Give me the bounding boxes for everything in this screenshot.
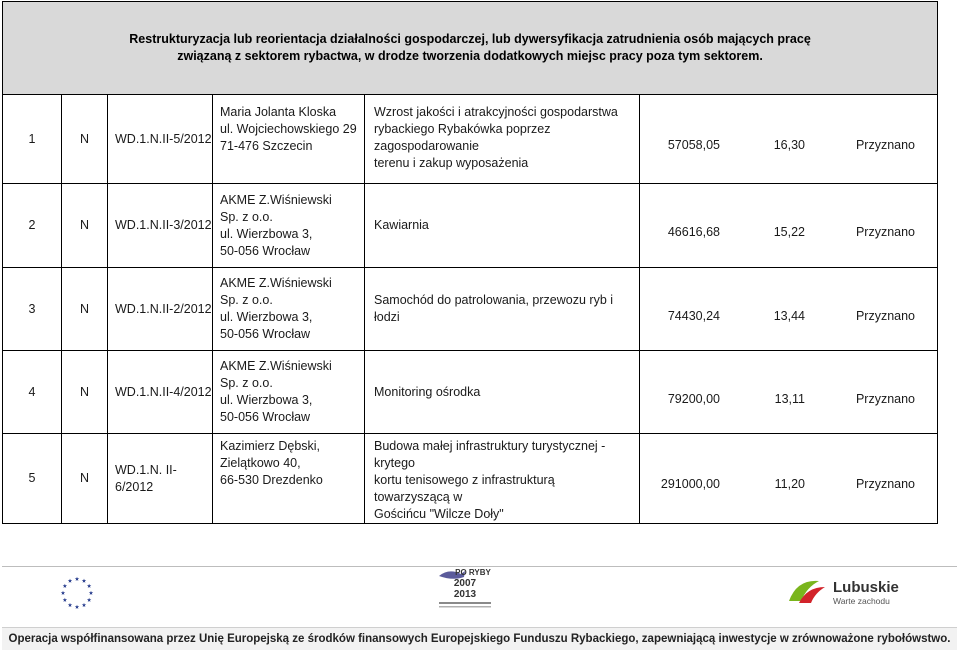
beneficiary-line: ul. Wojciechowskiego 29	[220, 122, 357, 136]
row-values	[640, 184, 938, 268]
beneficiary-line: Sp. z o.o.	[220, 209, 273, 224]
title-line: Monitoring ośrodka	[374, 384, 481, 399]
row-beneficiary	[213, 184, 365, 268]
row-type: N	[62, 351, 108, 434]
row-percent: 11,20	[774, 477, 805, 491]
beneficiary-line: ul. Wierzbowa 3,	[220, 226, 313, 241]
row-reference: WD.1.N.II-3/2012	[108, 184, 213, 268]
lubuskie-subtitle: Warte zachodu	[833, 596, 890, 606]
po-ryby-logo	[435, 568, 495, 610]
beneficiary-line: Kazimierz Dębski,	[220, 439, 321, 453]
title-line: Samochód do patrolowania, przewozu ryb i łodzi	[374, 293, 614, 324]
beneficiary-line: 66-530 Drezdenko	[220, 473, 323, 487]
title-line: Gościńcu "Wilcze Doły"	[374, 507, 504, 521]
header-line-2: związaną z sektorem rybactwa, w drodze tworzenia dodatkowych miejsc pracy poza tym sektorem.	[177, 49, 763, 63]
beneficiary-line: ul. Wierzbowa 3,	[220, 393, 313, 407]
lubuskie-logo	[785, 575, 905, 609]
row-values	[640, 434, 938, 524]
row-reference: WD.1.N.II-2/2012	[108, 268, 213, 351]
beneficiary-line: 50-056 Wrocław	[220, 410, 311, 424]
title-line: Budowa małej infrastruktury turystycznej - krytego	[374, 439, 606, 470]
row-number: 3	[3, 268, 62, 351]
row-status: Przyznano	[855, 308, 915, 323]
beneficiary-line: AKME Z.Wiśniewski	[220, 192, 332, 207]
beneficiary-line: Maria Jolanta Kloska	[220, 105, 337, 119]
title-line: kortu tenisowego z infrastrukturą towarzyszącą w	[374, 473, 555, 504]
table-header	[3, 2, 938, 95]
beneficiary-line: 50-056 Wrocław	[220, 327, 311, 341]
row-reference: WD.1.N.II-4/2012	[108, 351, 213, 434]
beneficiary-line: Sp. z o.o.	[220, 293, 273, 307]
pory-logo-year-start: 2007	[453, 578, 477, 589]
row-title	[365, 95, 640, 184]
row-status: Przyznano	[855, 225, 915, 239]
table-row	[3, 268, 938, 351]
row-amount: 291000,00	[660, 477, 720, 491]
row-amount: 74430,24	[667, 308, 720, 323]
beneficiary-line: AKME Z.Wiśniewski	[220, 359, 332, 373]
row-title	[365, 434, 640, 524]
table-row	[3, 95, 938, 184]
row-number: 2	[3, 184, 62, 268]
row-amount: 79200,00	[667, 391, 720, 406]
row-status: Przyznano	[855, 477, 915, 491]
row-reference: WD.1.N. II-6/2012	[108, 434, 213, 524]
row-title	[365, 184, 640, 268]
beneficiary-line: 71-476 Szczecin	[220, 139, 313, 153]
row-beneficiary	[213, 95, 365, 184]
row-type: N	[62, 434, 108, 524]
row-type: N	[62, 95, 108, 184]
header-line-1: Restrukturyzacja lub reorientacja działalności gospodarczej, lub dywersyfikacja zatrudnienia osób mających pracę	[129, 32, 811, 46]
row-beneficiary	[213, 351, 365, 434]
row-beneficiary	[213, 268, 365, 351]
row-status: Przyznano	[855, 137, 915, 152]
row-reference: WD.1.N.II-5/2012	[108, 95, 213, 184]
logo-row	[2, 567, 957, 614]
beneficiary-line: Zielątkowo 40,	[220, 456, 301, 470]
table-row	[3, 434, 938, 524]
pory-logo-name: PO RYBY	[455, 568, 491, 577]
title-line: Wzrost jakości i atrakcyjności gospodarstwa	[374, 105, 618, 119]
row-percent: 13,44	[773, 308, 805, 323]
row-type: N	[62, 268, 108, 351]
table-row	[3, 184, 938, 268]
row-percent: 16,30	[773, 137, 805, 152]
beneficiary-line: 50-056 Wrocław	[220, 243, 311, 258]
row-number: 4	[3, 351, 62, 434]
row-percent: 15,22	[773, 225, 805, 239]
title-line: terenu i zakup wyposażenia	[374, 156, 529, 170]
funding-statement: Operacja współfinansowana przez Unię Europejską ze środków finansowych Europejskiego Funduszu Rybackiego, zapewniającą inwestycje w zrównoważone rybołówstwo.	[8, 633, 951, 645]
funding-footer	[2, 566, 957, 650]
pory-logo-year-end: 2013	[453, 589, 477, 600]
row-type: N	[62, 184, 108, 268]
row-amount: 57058,05	[667, 137, 720, 152]
title-line: Kawiarnia	[374, 218, 429, 232]
lubuskie-title: Lubuskie	[833, 579, 899, 596]
row-number: 5	[3, 434, 62, 524]
row-title	[365, 351, 640, 434]
row-values	[640, 95, 938, 184]
row-number: 1	[3, 95, 62, 184]
row-beneficiary	[213, 434, 365, 524]
grants-table	[2, 1, 938, 524]
beneficiary-line: Sp. z o.o.	[220, 376, 273, 390]
table-row	[3, 351, 938, 434]
row-values	[640, 351, 938, 434]
row-status: Przyznano	[855, 391, 915, 406]
beneficiary-line: AKME Z.Wiśniewski	[220, 276, 332, 290]
row-percent: 13,11	[774, 391, 805, 406]
beneficiary-line: ul. Wierzbowa 3,	[220, 310, 313, 324]
title-line: rybackiego Rybakówka poprzez zagospodarowanie	[374, 122, 551, 153]
row-amount: 46616,68	[667, 225, 720, 239]
row-values	[640, 268, 938, 351]
row-title	[365, 268, 640, 351]
eu-flag-icon	[55, 573, 99, 613]
lubuskie-emblem-icon	[785, 575, 829, 607]
